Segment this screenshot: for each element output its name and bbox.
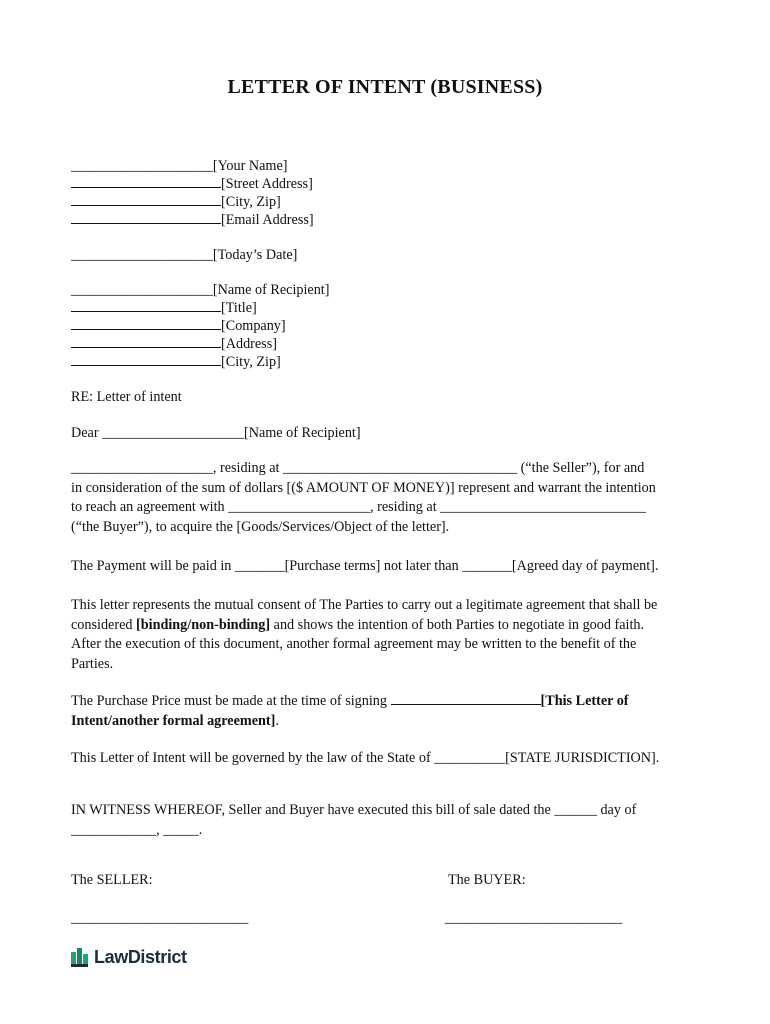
witness-paragraph — [71, 801, 711, 840]
blank: ____________________ — [71, 158, 213, 174]
paragraph-line: ____________, _____. — [71, 821, 203, 838]
recipient-city-line — [71, 353, 281, 371]
blank-line — [71, 353, 221, 366]
salutation-prefix: Dear ____________________ — [71, 425, 244, 441]
lawdistrict-mark-icon — [70, 946, 90, 968]
blank-line — [71, 335, 221, 348]
blank-line — [71, 193, 221, 206]
text: and shows the intention of both Parties to negotiate in good faith. — [270, 616, 645, 633]
text: . — [275, 712, 279, 729]
purchase-paragraph — [71, 692, 711, 731]
paragraph-line: ____________________, residing at _________________________________ (“the Seller”), for and — [71, 460, 645, 476]
paragraph-line: to reach an agreement with ____________________, residing at _____________________________ — [71, 499, 646, 515]
blank: ____________________ — [71, 282, 213, 298]
logo-law: Law — [94, 946, 128, 967]
field-label: [Address] — [221, 336, 277, 352]
salutation-name: [Name of Recipient] — [244, 425, 361, 441]
paragraph-line: IN WITNESS WHEREOF, Seller and Buyer have executed this bill of sale dated the ______ day of — [71, 802, 637, 818]
paragraph-line — [71, 712, 711, 732]
blank-line — [71, 317, 221, 330]
recipient-name-line — [71, 281, 329, 299]
payment-line: The Payment will be paid in _______[Purchase terms] not later than _______[Agreed day of payment]. — [71, 558, 659, 574]
paragraph-line: Parties. — [71, 655, 114, 672]
recipient-address-line — [71, 335, 277, 353]
logo-wordmark — [94, 947, 187, 968]
field-label: [City, Zip] — [221, 354, 281, 370]
text: The Purchase Price must be made at the time of signing — [71, 693, 391, 709]
seller-signature-line: _________________________ — [71, 910, 249, 926]
field-label: [Your Name] — [212, 158, 288, 174]
sender-email-line — [71, 211, 314, 229]
blank-line — [71, 211, 221, 224]
sender-street-line — [71, 175, 313, 193]
re-line: RE: Letter of intent — [71, 389, 182, 405]
buyer-signature-line: _________________________ — [445, 910, 623, 926]
paragraph-line: This letter represents the mutual consent of The Parties to carry out a legitimate agreement that shall be — [71, 597, 658, 613]
field-label: [City, Zip] — [221, 194, 281, 210]
field-label: [Company] — [221, 318, 286, 334]
agreement-paragraph — [71, 459, 711, 537]
recipient-title-line — [71, 299, 257, 317]
sender-name-line — [71, 157, 287, 175]
paragraph-line: (“the Buyer”), to acquire the [Goods/Services/Object of the letter]. — [71, 518, 450, 535]
seller-label: The SELLER: — [71, 872, 153, 888]
date-line — [71, 246, 297, 264]
field-label: [Email Address] — [221, 212, 314, 228]
logo-district: District — [127, 946, 187, 967]
text: considered — [71, 616, 137, 633]
paragraph-line: After the execution of this document, another formal agreement may be written to the benefit of the — [71, 636, 637, 652]
purchase-option: [This Letter of — [540, 693, 629, 709]
blank: ____________________ — [71, 247, 213, 263]
sender-city-line — [71, 193, 281, 211]
paragraph-line: in consideration of the sum of dollars [($ AMOUNT OF MONEY)] represent and warrant the intention — [71, 479, 656, 496]
paragraph-line — [71, 692, 711, 712]
binding-option: [binding/non-binding] — [136, 616, 271, 633]
paragraph-line — [71, 616, 711, 636]
lawdistrict-logo — [70, 944, 187, 970]
field-label: [Name of Recipient] — [212, 282, 330, 298]
buyer-label: The BUYER: — [448, 872, 526, 888]
blank-line — [71, 299, 221, 312]
document-title: LETTER OF INTENT (BUSINESS) — [227, 76, 543, 98]
purchase-option: Intent/another formal agreement] — [71, 712, 276, 729]
field-label: [Today’s Date] — [212, 247, 298, 263]
blank-line — [71, 175, 221, 188]
field-label: [Title] — [221, 300, 257, 316]
consent-paragraph — [71, 596, 711, 674]
blank-line — [391, 692, 541, 705]
field-label: [Street Address] — [221, 176, 313, 192]
governing-law-line: This Letter of Intent will be governed by the law of the State of __________[STATE JURISDICTION]. — [71, 750, 660, 766]
recipient-company-line — [71, 317, 286, 335]
salutation — [71, 424, 361, 442]
